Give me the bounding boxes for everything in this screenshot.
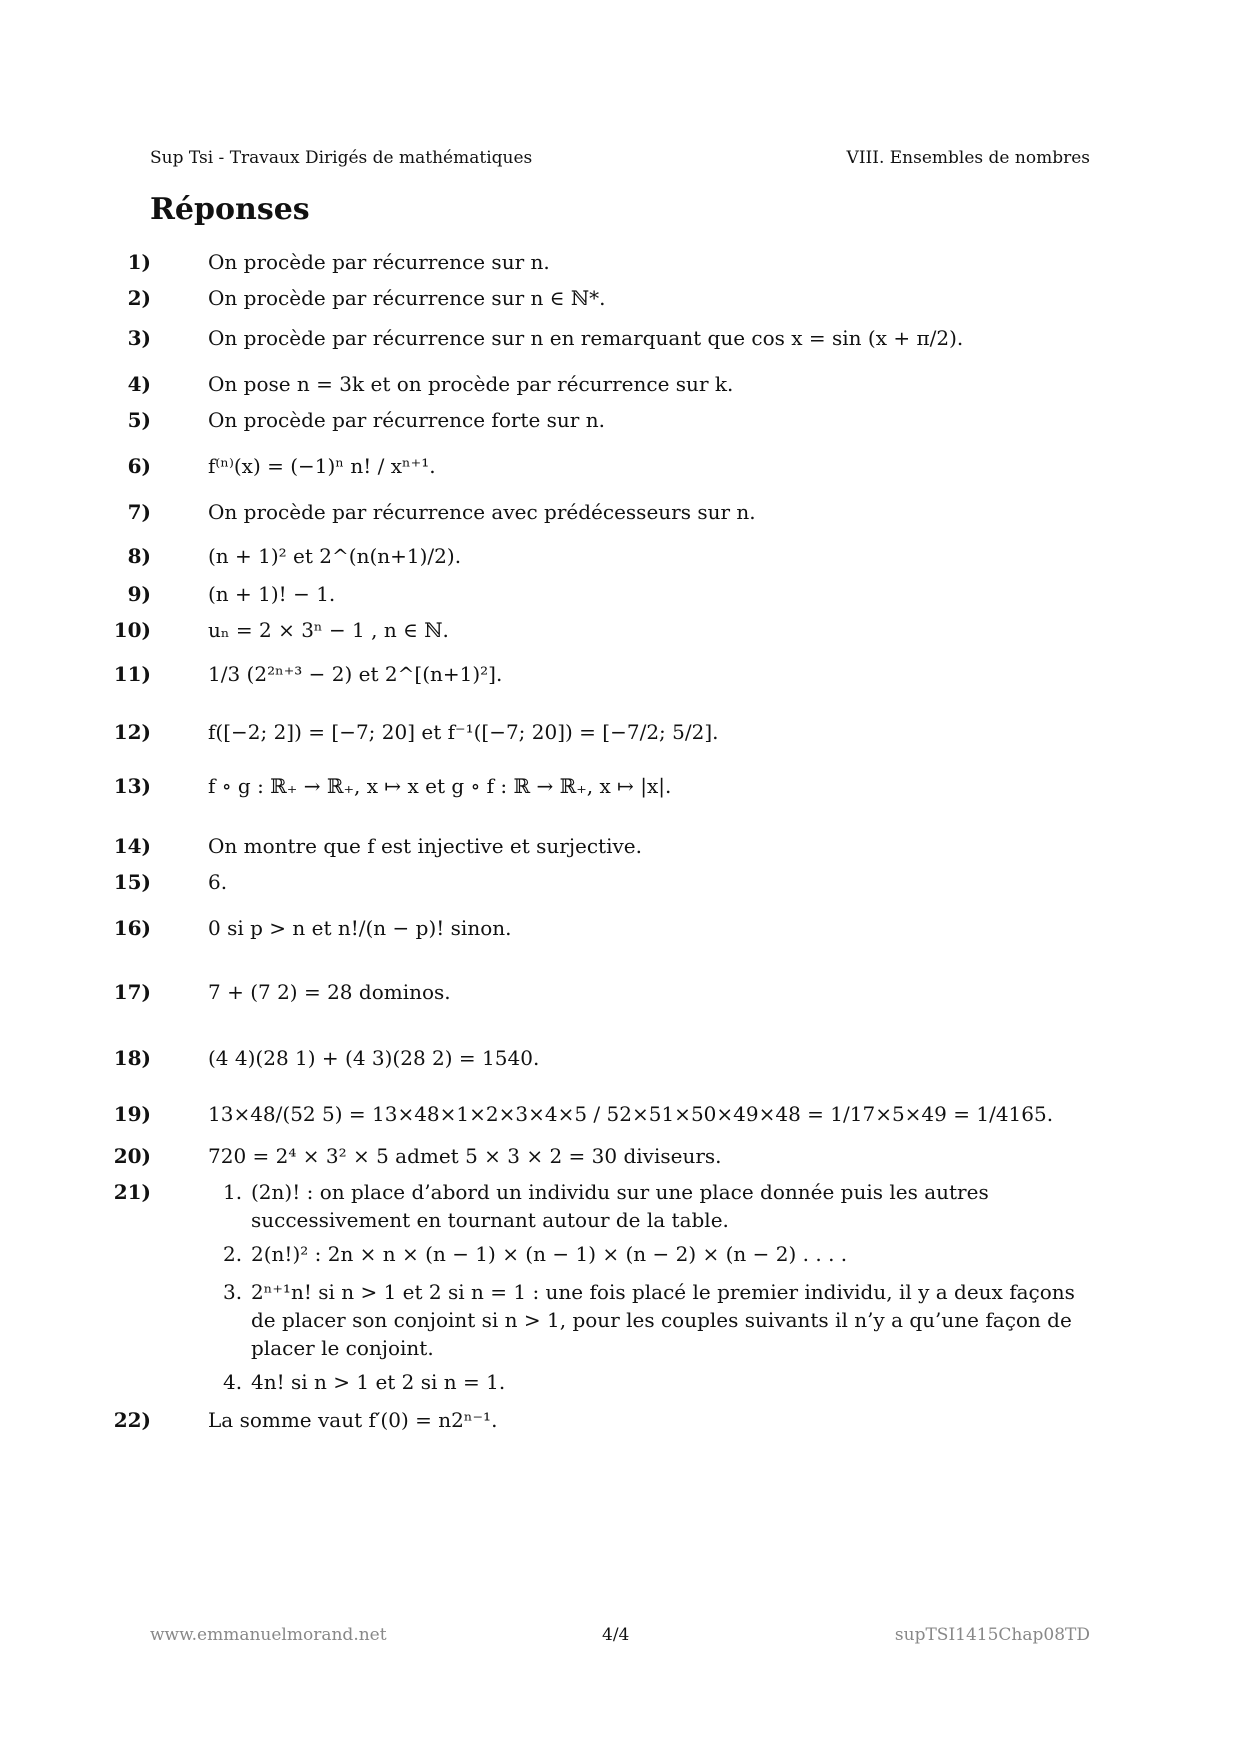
answer-number: 3) bbox=[127, 326, 151, 350]
answer-number: 17) bbox=[113, 980, 151, 1004]
answer-number: 8) bbox=[127, 544, 151, 568]
list-item-text: 2(n!)² : 2n × n × (n − 1) × (n − 1) × (n − 2) × (n − 2) . . . . bbox=[251, 1242, 848, 1266]
answer-text: On procède par récurrence forte sur n. bbox=[208, 408, 605, 432]
answer-number: 13) bbox=[113, 774, 151, 798]
answer-text: f([−2; 2]) = [−7; 20] et f⁻¹([−7; 20]) = [−7/2; 5/2]. bbox=[208, 720, 719, 744]
list-item-number: 4. bbox=[223, 1370, 243, 1394]
document-reference: supTSI1415Chap08TD bbox=[894, 1625, 1090, 1645]
list-item-text: (2n)! : on place d’abord un individu sur une place donnée puis les autres successivement en tournant autour de la table. bbox=[251, 1180, 989, 1232]
list-item-text: 4n! si n > 1 et 2 si n = 1. bbox=[251, 1370, 506, 1394]
answer-text: 7 + (7 2) = 28 dominos. bbox=[208, 980, 451, 1004]
answer-21 bbox=[113, 1178, 1090, 1398]
answer-number: 15) bbox=[113, 870, 151, 894]
answer-number: 22) bbox=[113, 1408, 151, 1432]
page-title: Réponses bbox=[150, 192, 310, 227]
answer-number: 4) bbox=[127, 372, 151, 396]
answer-number: 2) bbox=[127, 286, 151, 310]
answer-number: 14) bbox=[113, 834, 151, 858]
answer-number: 11) bbox=[113, 662, 151, 686]
answer-text: 1/3 (2²ⁿ⁺³ − 2) et 2^[(n+1)²]. bbox=[208, 662, 503, 686]
answer-number: 12) bbox=[113, 720, 151, 744]
answer-number: 6) bbox=[127, 454, 151, 478]
answer-text: On procède par récurrence sur n ∈ ℕ*. bbox=[208, 286, 606, 310]
answer-number: 19) bbox=[113, 1102, 151, 1126]
answer-number: 9) bbox=[127, 582, 151, 606]
header-chapter-title: VIII. Ensembles de nombres bbox=[846, 148, 1090, 168]
answer-text: La somme vaut f′(0) = n2ⁿ⁻¹. bbox=[208, 1408, 498, 1432]
answer-text: (n + 1)! − 1. bbox=[208, 582, 336, 606]
page-number: 4/4 bbox=[602, 1625, 630, 1645]
answer-text: uₙ = 2 × 3ⁿ − 1 , n ∈ ℕ. bbox=[208, 618, 449, 642]
answer-text: f ∘ g : ℝ₊ → ℝ₊, x ↦ x et g ∘ f : ℝ → ℝ₊, x ↦ |x|. bbox=[208, 774, 672, 798]
header-course-title: Sup Tsi - Travaux Dirigés de mathématiques bbox=[150, 148, 533, 168]
answer-text: 0 si p > n et n!/(n − p)! sinon. bbox=[208, 916, 512, 940]
list-item-text: 2ⁿ⁺¹n! si n > 1 et 2 si n = 1 : une fois placé le premier individu, il y a deux façons de placer son conjoint si n > 1, pour les couples suivants il n’y a qu’une façon de placer le conjoint. bbox=[251, 1280, 1075, 1360]
answer-text: (4 4)(28 1) + (4 3)(28 2) = 1540. bbox=[208, 1046, 540, 1070]
list-item-number: 1. bbox=[223, 1180, 243, 1204]
answer-text: On procède par récurrence avec prédécesseurs sur n. bbox=[208, 500, 756, 524]
answer-text: On procède par récurrence sur n. bbox=[208, 250, 550, 274]
answer-number: 21) bbox=[113, 1180, 151, 1204]
answer-text: On procède par récurrence sur n en remarquant que cos x = sin (x + π/2). bbox=[208, 326, 964, 350]
answer-number: 10) bbox=[113, 618, 151, 642]
answer-number: 18) bbox=[113, 1046, 151, 1070]
answer-number: 5) bbox=[127, 408, 151, 432]
list-item-number: 2. bbox=[223, 1242, 243, 1266]
answer-number: 20) bbox=[113, 1144, 151, 1168]
answer-text: 6. bbox=[208, 870, 228, 894]
answer-text: On pose n = 3k et on procède par récurrence sur k. bbox=[208, 372, 734, 396]
page-header bbox=[150, 148, 1090, 172]
answer-text: f⁽ⁿ⁾(x) = (−1)ⁿ n! / xⁿ⁺¹. bbox=[208, 454, 436, 478]
answer-number: 7) bbox=[127, 500, 151, 524]
answer-number: 1) bbox=[127, 250, 151, 274]
answer-text: On montre que f est injective et surjective. bbox=[208, 834, 642, 858]
answer-text: 13×48/(52 5) = 13×48×1×2×3×4×5 / 52×51×50×49×48 = 1/17×5×49 = 1/4165. bbox=[208, 1102, 1054, 1126]
list-item-number: 3. bbox=[223, 1280, 243, 1304]
answer-number: 16) bbox=[113, 916, 151, 940]
answer-text: (n + 1)² et 2^(n(n+1)/2). bbox=[208, 544, 462, 568]
answer-text: 720 = 2⁴ × 3² × 5 admet 5 × 3 × 2 = 30 diviseurs. bbox=[208, 1144, 722, 1168]
footer-website: www.emmanuelmorand.net bbox=[150, 1625, 387, 1645]
